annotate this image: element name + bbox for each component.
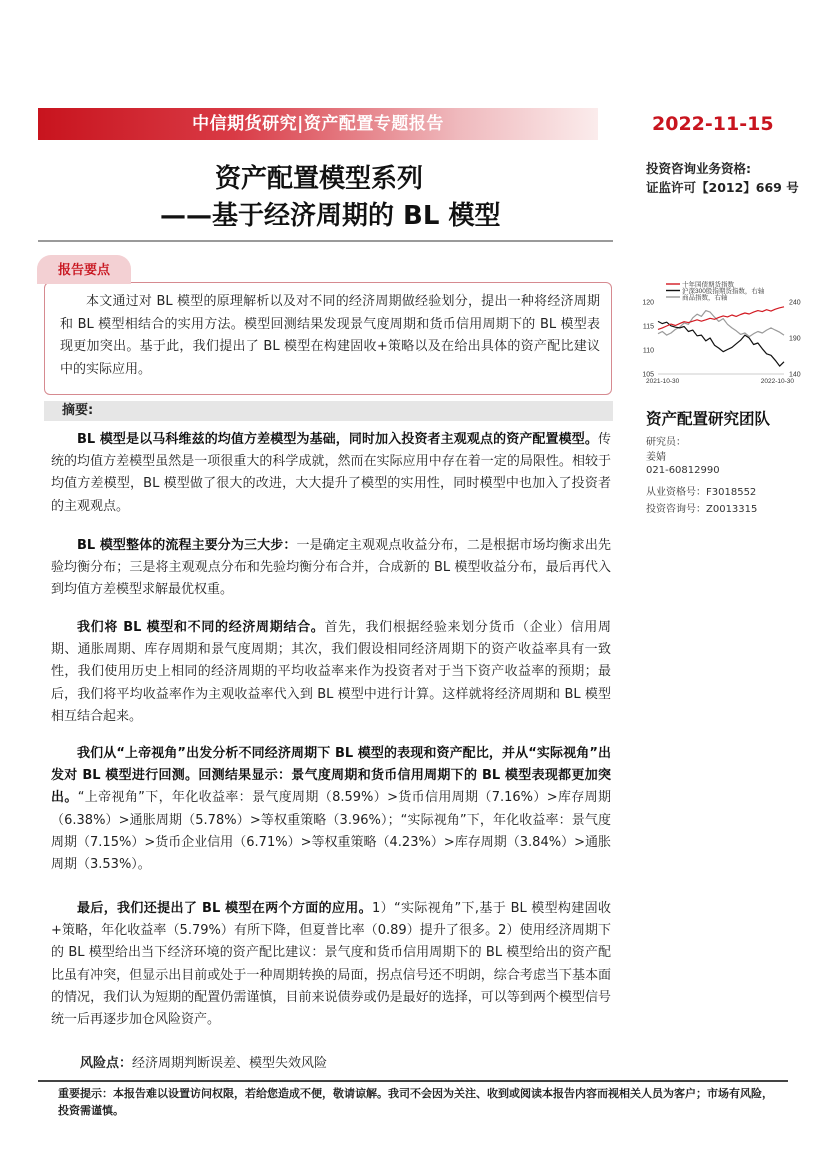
summary-paragraph-5: [51, 898, 611, 1031]
paragraph-body: 一是确定主观观点收益分布，二是根据市场均衡求出先验均衡分布；三是将主观观点分布和先验均衡分布合并，合成新的 BL 模型收益分布，最后再代入到均值方差模型求解最优权重。: [51, 538, 611, 598]
summary-label: 摘要:: [62, 403, 94, 418]
report-title-line1: 资产配置模型系列: [215, 164, 424, 194]
right-axis-tick-label: 140: [789, 371, 801, 379]
risk-label: 风险点：: [80, 1056, 133, 1071]
left-axis-tick-label: 105: [642, 371, 654, 379]
paragraph-body: 传统的均值方差模型虽然是一项很重大的科学成就，然而在实际应用中存在着一定的局限性。相较于均值方差模型，BL 模型做了很大的改进，大大提升了模型的实用性，同时模型中也加入了投资者的主观观点。: [51, 432, 611, 514]
summary-paragraph-2: [51, 535, 611, 602]
consult-number: 投资咨询号：Z0013315: [646, 504, 758, 515]
x-axis-start-label: 2021-10-30: [646, 378, 680, 385]
disclaimer: 重要提示：本报告难以设置访问权限，若给您造成不便，敬请谅解。我司不会因为关注、收到或阅读本报告内容而视相关人员为客户；市场有风险，投资需谨慎。: [58, 1087, 773, 1117]
right-axis-tick-label: 190: [789, 335, 801, 343]
qualification-label: 投资咨询业务资格:: [646, 161, 751, 176]
keypoints-text: 本文通过对 BL 模型的原理解析以及对不同的经济周期做经验划分，提出一种将经济周期和 BL 模型相结合的实用方法。模型回测结果发现景气度周期和货币信用周期下的 BL 模型表现更加突出。基于此，我们提出了 BL 模型在构建固收+策略以及在给出具体的资产配比建议中的实际应用。: [60, 294, 600, 377]
risk-text: 经济周期判断误差、模型失效风险: [132, 1056, 328, 1071]
chart-ticks: [642, 300, 800, 386]
left-axis-tick-label: 115: [642, 323, 654, 331]
series-line-3: [658, 311, 784, 337]
researcher-name: 姜婧: [646, 452, 666, 463]
market-chart: [636, 278, 811, 393]
legend-label: 十年国债期货指数: [682, 281, 734, 289]
team-title: 资产配置研究团队: [646, 410, 771, 428]
keypoints-tab: [37, 255, 131, 284]
x-axis-end-label: 2022-10-30: [760, 378, 794, 385]
series-line-1: [658, 307, 784, 330]
summary-header: [44, 401, 613, 421]
report-title-line2: ——基于经济周期的 BL 模型: [160, 201, 501, 231]
footer-divider: [38, 1080, 788, 1082]
title-divider: [38, 240, 613, 242]
summary-paragraph-3: [51, 617, 611, 728]
paragraph-body: 1）“实际视角”下,基于 BL 模型构建固收+策略，年化收益率（5.79%）有所下降，但夏普比率（0.89）提升了很多。2）使用经济周期下的 BL 模型给出当下经济环境的资产配比建议：景气度和货币信用周期下的 BL 模型给出的资产配比虽有冲突，但显示出目前或处于一种周期转换的局面，拐点信号还不明朗，综合考虑当下基本面的情况，我们认为短期的配置仍需谨慎，目前来说债券或仍是最好的选择，可以等到两个模型信号统一后再逐步加仓风险资产。: [51, 901, 611, 1028]
paragraph-lead: 我们将 BL 模型和不同的经济周期结合。: [77, 620, 325, 635]
paragraph-lead: 我们从“上帝视角”出发分析不同经济周期下 BL 模型的表现和资产配比，并从“实际视角”出发对 BL 模型进行回测。回测结果显示：景气度周期和货币信用周期下的 BL 模型表现都更加突出。: [51, 746, 611, 806]
right-axis-tick-label: 240: [789, 299, 801, 307]
chart-series: [658, 307, 784, 366]
keypoints-label: 报告要点: [57, 263, 110, 278]
chart-legend: [666, 279, 765, 301]
legend-label: 商品指数，右轴: [682, 294, 728, 302]
paragraph-lead: BL 模型整体的流程主要分为三大步：: [77, 538, 297, 553]
report-banner-text: 中信期货研究|资产配置专题报告: [192, 114, 444, 134]
report-banner: [38, 108, 598, 140]
paragraph-body: 首先，我们根据经验来划分货币（企业）信用周期、通胀周期、库存周期和景气度周期；其次，我们假设相同经济周期下的资产收益率具有一致性，我们使用历史上相同的经济周期的平均收益率来作为投资者对于当下资产收益率的预期；最后，我们将平均收益率作为主观收益率代入到 BL 模型中进行计算。这样就将经济周期和 BL 模型相互结合起来。: [51, 620, 611, 724]
paragraph-lead: BL 模型是以马科维兹的均值方差模型为基础，同时加入投资者主观观点的资产配置模型。: [77, 432, 598, 447]
left-axis-tick-label: 120: [642, 299, 654, 307]
summary-paragraph-4: [51, 743, 611, 876]
license-number: 证监许可【2012】669 号: [646, 180, 799, 195]
legend-label: 沪深300股指期货指数，右轴: [682, 287, 765, 295]
report-date: 2022-11-15: [652, 113, 774, 135]
paragraph-body: “上帝视角”下，年化收益率：景气度周期（8.59%）>货币信用周期（7.16%）>库存周期（6.38%）>通胀周期（5.78%）>等权重策略（3.96%）；“实际视角”下，年化收益率：景气度周期（7.15%）>货币企业信用（6.71%）>等权重策略（4.23%）>库存周期（3.84%）>通胀周期（3.53%）。: [51, 790, 611, 873]
left-axis-tick-label: 110: [642, 347, 654, 355]
paragraph-lead: 最后，我们还提出了 BL 模型在两个方面的应用。: [77, 901, 372, 916]
researcher-label: 研究员：: [646, 437, 686, 448]
risk-line: [80, 1052, 327, 1071]
summary-paragraph-1: [51, 429, 611, 518]
practice-number: 从业资格号：F3018552: [646, 487, 757, 498]
researcher-phone: 021-60812990: [646, 465, 720, 476]
